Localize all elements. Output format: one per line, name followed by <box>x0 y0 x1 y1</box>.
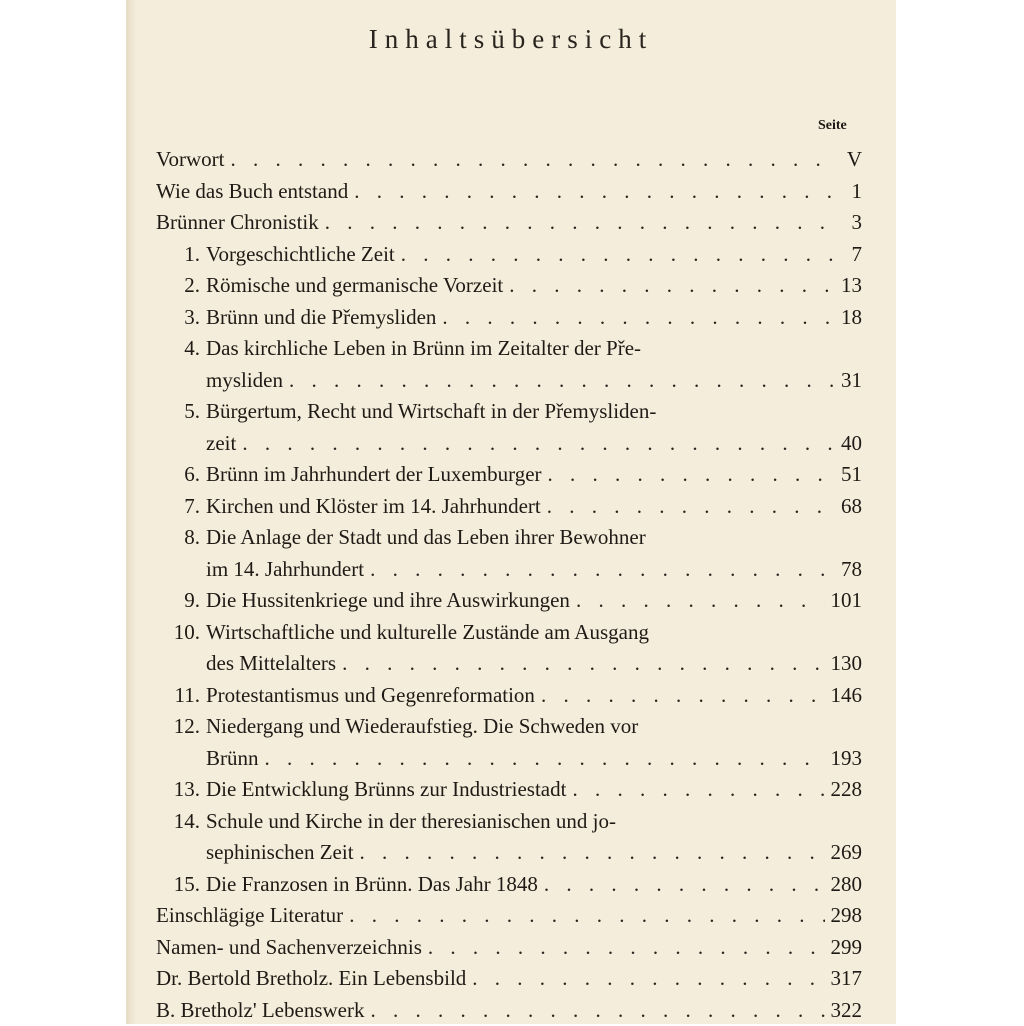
page-number: 78 <box>840 554 862 586</box>
toc-line <box>156 806 862 838</box>
entry-title: Einschlägige Literatur <box>156 900 343 932</box>
toc-line <box>156 869 862 901</box>
dot-leader <box>572 774 824 806</box>
toc-line <box>156 963 862 995</box>
toc-line <box>156 617 862 649</box>
page-number: 269 <box>831 837 863 869</box>
page-number: 299 <box>831 932 863 964</box>
dot-leader <box>370 995 824 1026</box>
page-title: Inhaltsübersicht <box>126 24 896 55</box>
toc-entry <box>156 806 862 869</box>
entry-title: Die Franzosen in Brünn. Das Jahr 1848 <box>206 869 538 901</box>
chapter-number: 5. <box>156 396 206 428</box>
toc-line <box>156 995 862 1026</box>
chapter-number: 10. <box>156 617 206 649</box>
toc-entry <box>156 585 862 617</box>
page-number: 7 <box>840 239 862 271</box>
entry-title: Die Entwicklung Brünns zur Industriestadt <box>206 774 566 806</box>
dot-leader <box>370 554 834 586</box>
toc-line <box>156 554 862 586</box>
chapter-number: 2. <box>156 270 206 302</box>
toc-entry <box>156 176 862 208</box>
entry-title: Die Hussitenkriege und ihre Auswirkungen <box>206 585 570 617</box>
toc-line <box>156 144 862 176</box>
dot-leader <box>548 459 834 491</box>
toc-entry <box>156 333 862 396</box>
entry-title: des Mittelalters <box>206 648 336 680</box>
toc-entry <box>156 302 862 334</box>
toc-line <box>156 743 862 775</box>
page-number: 130 <box>831 648 863 680</box>
dot-leader <box>401 239 834 271</box>
entry-title: Römische und germanische Vorzeit <box>206 270 503 302</box>
book-page <box>126 0 896 1024</box>
chapter-number: 7. <box>156 491 206 523</box>
toc-entry <box>156 680 862 712</box>
toc-entry <box>156 239 862 271</box>
toc-line <box>156 774 862 806</box>
toc-entry <box>156 396 862 459</box>
page-number: 40 <box>840 428 862 460</box>
page-number: 228 <box>831 774 863 806</box>
entry-title: Die Anlage der Stadt und das Leben ihrer Bewohner <box>206 522 646 554</box>
dot-leader <box>360 837 825 869</box>
dot-leader <box>354 176 834 208</box>
toc-line <box>156 365 862 397</box>
toc-line <box>156 207 862 239</box>
chapter-number: 1. <box>156 239 206 271</box>
chapter-number: 11. <box>156 680 206 712</box>
toc-line <box>156 333 862 365</box>
page-number: 298 <box>831 900 863 932</box>
toc-entry <box>156 711 862 774</box>
entry-title: Wie das Buch entstand <box>156 176 348 208</box>
toc-line <box>156 932 862 964</box>
page-number: 51 <box>840 459 862 491</box>
toc-line <box>156 270 862 302</box>
toc-entry <box>156 270 862 302</box>
chapter-number: 15. <box>156 869 206 901</box>
chapter-number: 14. <box>156 806 206 838</box>
toc-line <box>156 459 862 491</box>
chapter-number: 13. <box>156 774 206 806</box>
toc-entry <box>156 522 862 585</box>
dot-leader <box>541 680 825 712</box>
toc-line <box>156 522 862 554</box>
dot-leader <box>509 270 834 302</box>
dot-leader <box>265 743 825 775</box>
page-number: 280 <box>831 869 863 901</box>
entry-title: B. Bretholz' Lebenswerk <box>156 995 364 1026</box>
page-number: 68 <box>840 491 862 523</box>
page-number: 317 <box>831 963 863 995</box>
page-number: V <box>840 144 862 176</box>
chapter-number: 4. <box>156 333 206 365</box>
dot-leader <box>289 365 834 397</box>
toc-entry <box>156 207 862 239</box>
page-number: 18 <box>840 302 862 334</box>
page-number: 13 <box>840 270 862 302</box>
entry-title: mysliden <box>206 365 283 397</box>
entry-title: Das kirchliche Leben in Brünn im Zeitalter der Pře- <box>206 333 641 365</box>
page-number: 101 <box>831 585 863 617</box>
entry-title: Bürgertum, Recht und Wirtschaft in der Přemysliden- <box>206 396 656 428</box>
toc-entry <box>156 459 862 491</box>
toc-entry <box>156 144 862 176</box>
toc-line <box>156 900 862 932</box>
toc-line <box>156 428 862 460</box>
entry-title: Vorwort <box>156 144 224 176</box>
entry-title: Vorgeschichtliche Zeit <box>206 239 395 271</box>
toc-entry <box>156 900 862 932</box>
entry-title: Niedergang und Wiederaufstieg. Die Schweden vor <box>206 711 638 743</box>
dot-leader <box>472 963 824 995</box>
entry-title: Brünn und die Přemysliden <box>206 302 436 334</box>
dot-leader <box>544 869 825 901</box>
chapter-number: 3. <box>156 302 206 334</box>
entry-title: Kirchen und Klöster im 14. Jahrhundert <box>206 491 541 523</box>
dot-leader <box>547 491 834 523</box>
page-number: 146 <box>831 680 863 712</box>
toc-line <box>156 302 862 334</box>
page-number: 3 <box>840 207 862 239</box>
entry-title: Brünner Chronistik <box>156 207 319 239</box>
entry-title: Schule und Kirche in der theresianischen und jo- <box>206 806 616 838</box>
entry-title: Wirtschaftliche und kulturelle Zustände am Ausgang <box>206 617 649 649</box>
dot-leader <box>428 932 825 964</box>
entry-title: Dr. Bertold Bretholz. Ein Lebensbild <box>156 963 466 995</box>
entry-title: Namen- und Sachenverzeichnis <box>156 932 422 964</box>
entry-title: zeit <box>206 428 236 460</box>
toc-line <box>156 176 862 208</box>
page-number: 31 <box>840 365 862 397</box>
page-column-label: Seite <box>818 118 847 134</box>
toc-entry <box>156 774 862 806</box>
toc-entry <box>156 963 862 995</box>
page-number: 322 <box>831 995 863 1026</box>
page-edge-shadow <box>126 0 136 1024</box>
entry-title: Protestantismus und Gegenreformation <box>206 680 535 712</box>
toc-line <box>156 837 862 869</box>
dot-leader <box>442 302 834 334</box>
toc-line <box>156 711 862 743</box>
entry-title: im 14. Jahrhundert <box>206 554 364 586</box>
entry-title: sephinischen Zeit <box>206 837 354 869</box>
toc-line <box>156 680 862 712</box>
dot-leader <box>576 585 825 617</box>
toc-line <box>156 396 862 428</box>
toc-entry <box>156 869 862 901</box>
dot-leader <box>230 144 834 176</box>
chapter-number: 6. <box>156 459 206 491</box>
page-number: 1 <box>840 176 862 208</box>
entry-title: Brünn <box>206 743 259 775</box>
chapter-number: 9. <box>156 585 206 617</box>
dot-leader <box>342 648 824 680</box>
toc-line <box>156 585 862 617</box>
table-of-contents <box>156 144 862 1026</box>
toc-line <box>156 648 862 680</box>
dot-leader <box>349 900 824 932</box>
toc-line <box>156 239 862 271</box>
toc-entry <box>156 932 862 964</box>
entry-title: Brünn im Jahrhundert der Luxemburger <box>206 459 542 491</box>
toc-entry <box>156 491 862 523</box>
dot-leader <box>242 428 834 460</box>
toc-entry <box>156 995 862 1026</box>
page-number: 193 <box>831 743 863 775</box>
dot-leader <box>325 207 834 239</box>
toc-line <box>156 491 862 523</box>
chapter-number: 12. <box>156 711 206 743</box>
toc-entry <box>156 617 862 680</box>
chapter-number: 8. <box>156 522 206 554</box>
